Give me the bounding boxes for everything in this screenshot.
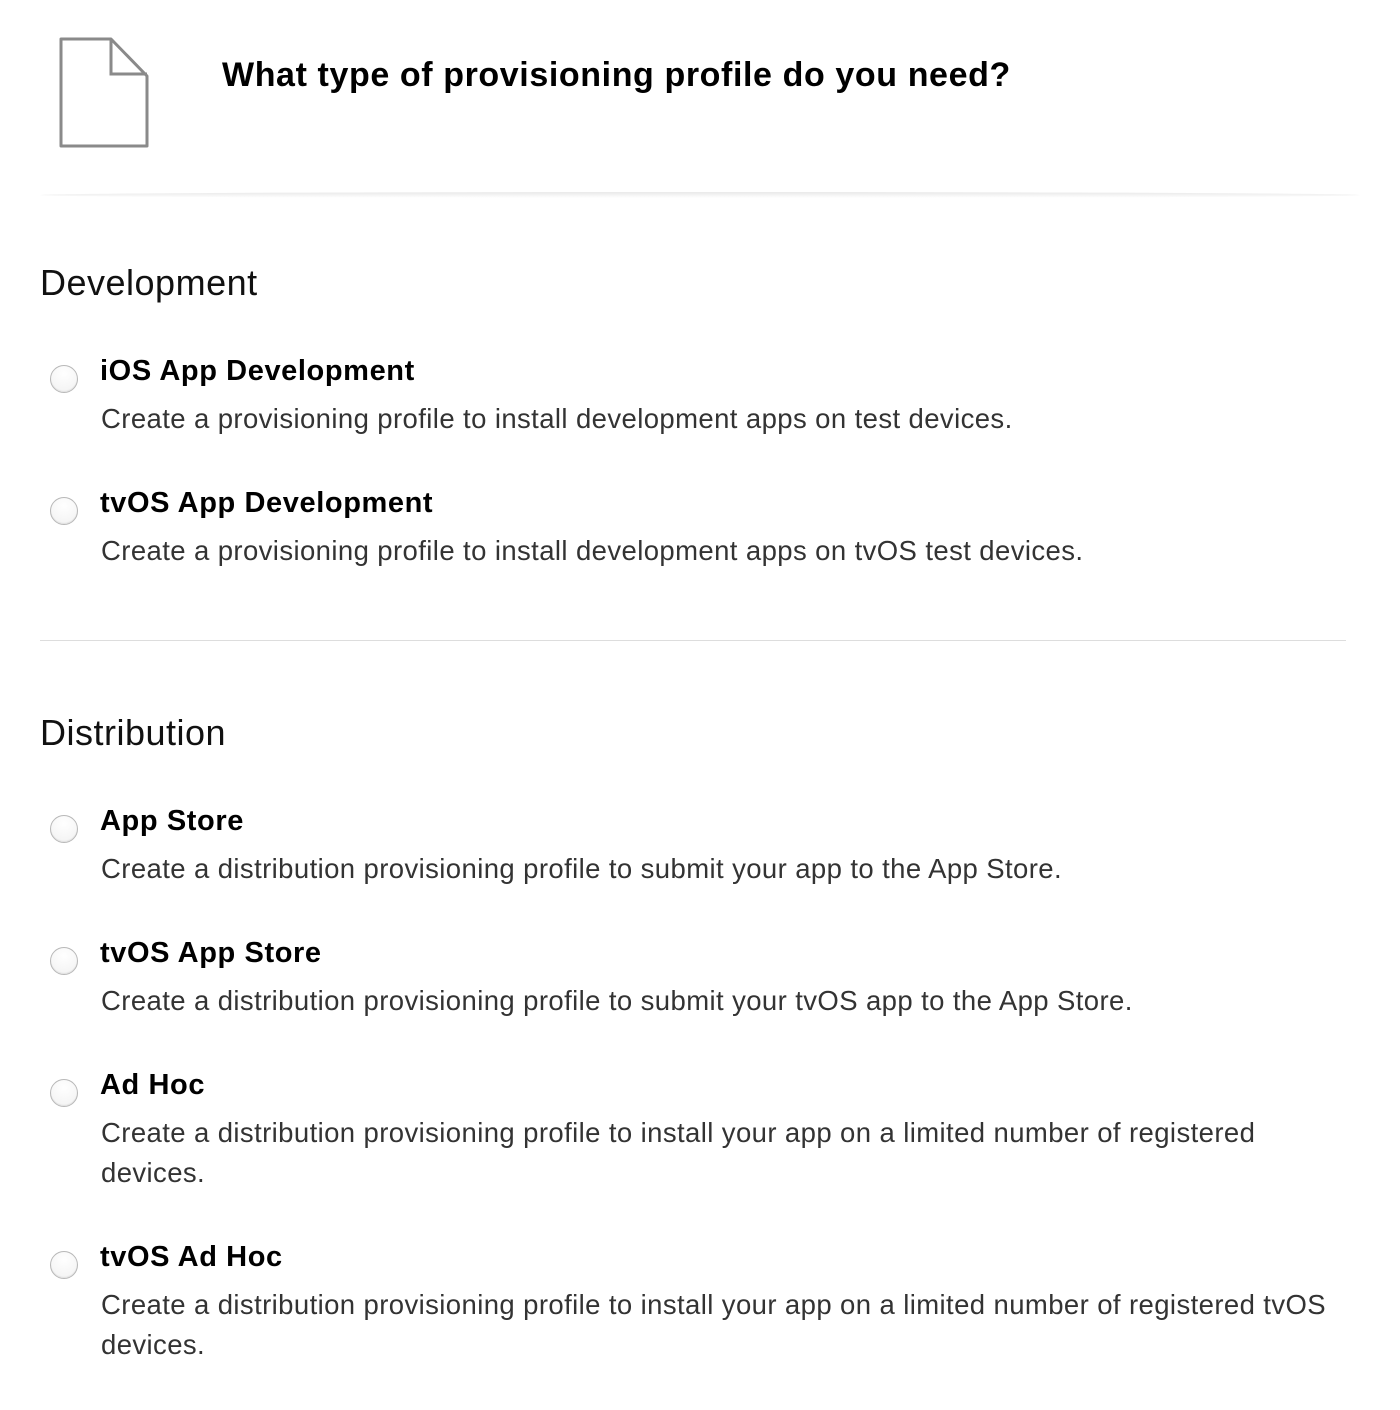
radio-button[interactable] xyxy=(50,1079,78,1107)
radio-button[interactable] xyxy=(50,365,78,393)
option-label: tvOS App Store xyxy=(100,937,322,969)
section-title-distribution: Distribution xyxy=(40,712,227,753)
option-label: iOS App Development xyxy=(100,355,415,387)
option-label: tvOS App Development xyxy=(100,487,434,519)
radio-button[interactable] xyxy=(50,1251,78,1279)
page-title: What type of provisioning profile do you need? xyxy=(222,56,1011,94)
option-label: Ad Hoc xyxy=(100,1069,206,1101)
option-description: Create a distribution provisioning profile to install your app on a limited number of registered devices. xyxy=(101,1117,1256,1188)
option-description: Create a distribution provisioning profile to install your app on a limited number of registered tvOS devices. xyxy=(101,1289,1327,1360)
section-title-development: Development xyxy=(40,262,258,303)
section-divider xyxy=(40,640,1346,641)
option-description: Create a provisioning profile to install development apps on tvOS test devices. xyxy=(101,535,1084,566)
radio-button[interactable] xyxy=(50,815,78,843)
header-divider xyxy=(40,192,1360,198)
radio-button[interactable] xyxy=(50,497,78,525)
option-description: Create a provisioning profile to install development apps on test devices. xyxy=(101,403,1013,434)
radio-button[interactable] xyxy=(50,947,78,975)
option-label: tvOS Ad Hoc xyxy=(100,1241,283,1273)
option-label: App Store xyxy=(100,805,244,837)
document-icon xyxy=(58,36,150,150)
option-description: Create a distribution provisioning profile to submit your app to the App Store. xyxy=(101,853,1063,884)
option-description: Create a distribution provisioning profile to submit your tvOS app to the App Store. xyxy=(101,985,1133,1016)
